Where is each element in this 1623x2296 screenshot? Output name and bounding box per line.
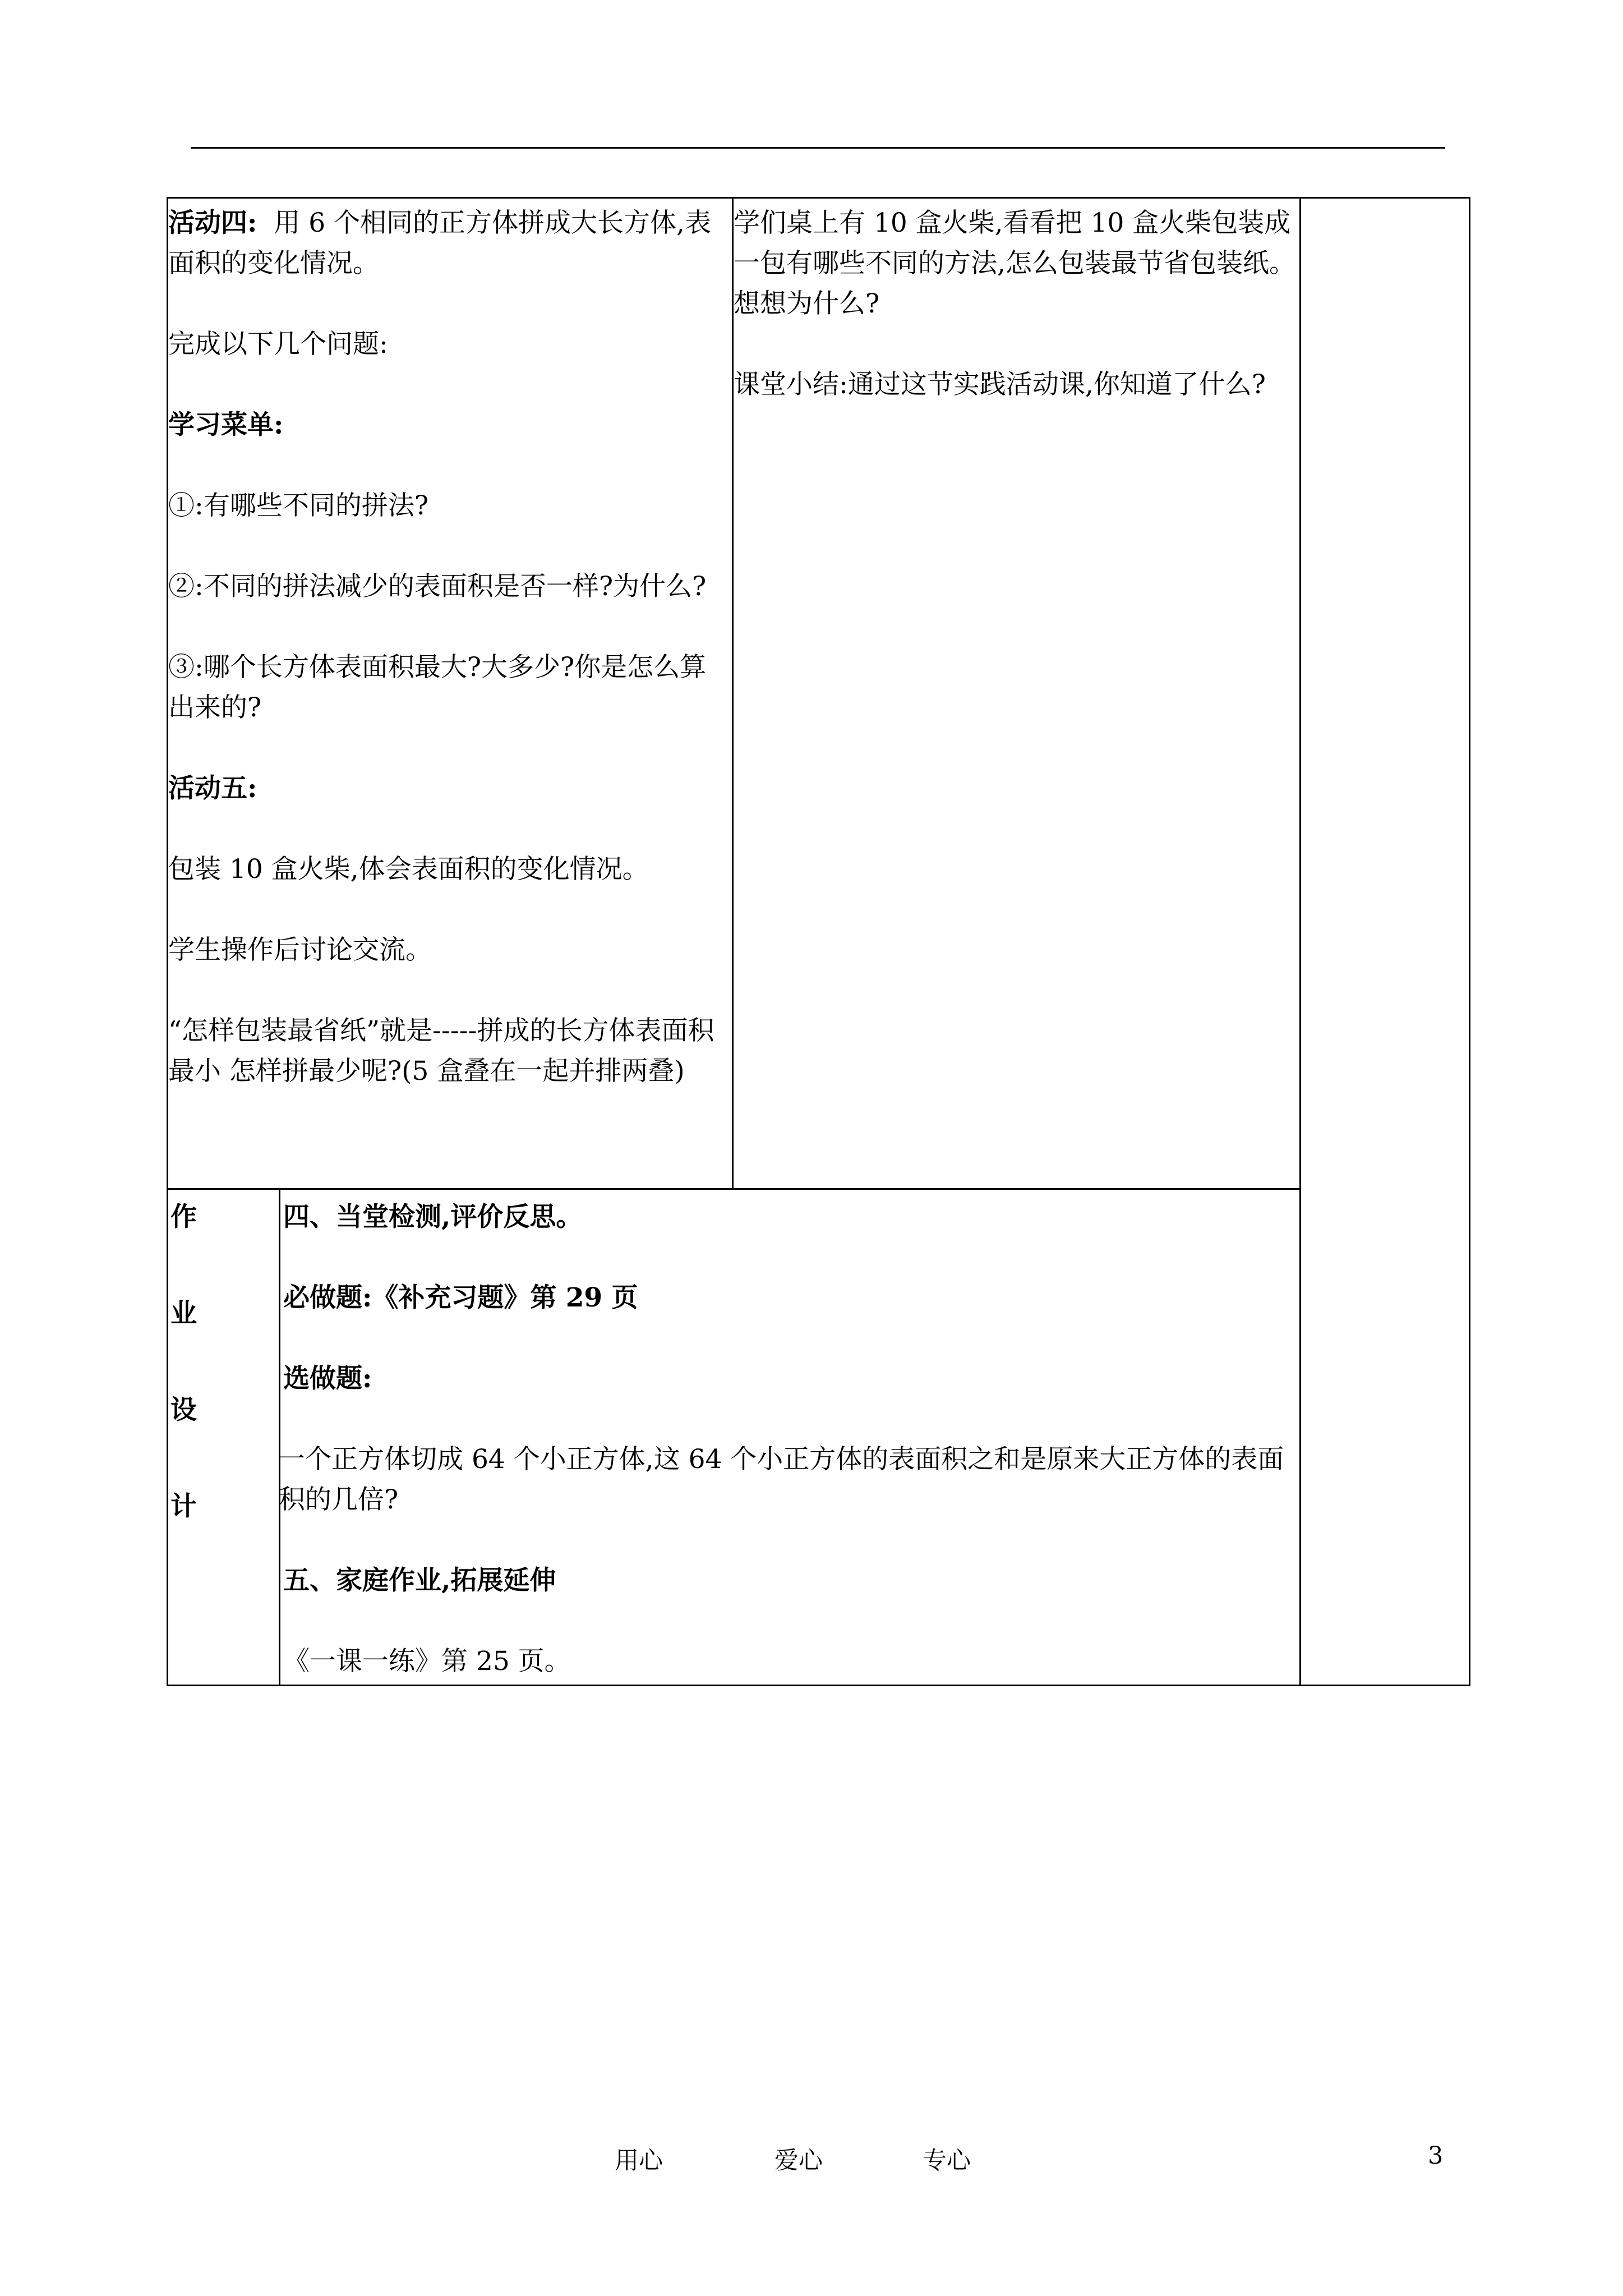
footer-word-1: 用心	[615, 2147, 663, 2175]
required-exercise: 必做题:《补充习题》第 29 页	[283, 1282, 638, 1313]
question-1: ①:有哪些不同的拼法?	[168, 490, 429, 521]
question-3: ③:哪个长方体表面积最大?大多少?你是怎么算出来的?	[168, 652, 707, 723]
optional-exercise-text: 一个正方体切成 64 个小正方体,这 64 个小正方体的表面积之和是原来大正方体的表面积的几倍?	[279, 1444, 1284, 1515]
footer-word-3: 专心	[923, 2147, 971, 2175]
col-divider-2	[1299, 199, 1301, 1686]
header-rule	[191, 147, 1445, 149]
homework-content-cell	[279, 1197, 1298, 1682]
packaging-note: “怎样包装最省纸”就是-----拼成的长方体表面积最小 怎样拼最少呢?(5 盒叠在一起并排两叠)	[168, 1015, 714, 1087]
activity-5-text: 包装 10 盒火柴,体会表面积的变化情况。	[168, 854, 649, 885]
student-discussion-text: 学生操作后讨论交流。	[168, 935, 432, 965]
row-divider	[168, 1188, 1301, 1190]
activity-5-label: 活动五:	[168, 773, 257, 804]
footer-word-2: 爱心	[774, 2147, 823, 2175]
activity-cell	[168, 203, 730, 1092]
matchbox-task-text: 学们桌上有 10 盒火柴,看看把 10 盒火柴包装成一包有哪些不同的方法,怎么包装最节省包装纸。想想为什么?	[734, 208, 1295, 319]
learning-menu-title: 学习菜单:	[168, 409, 284, 440]
homework-label-char-1: 作	[170, 1202, 197, 1232]
activity-4-text: 用 6 个相同的正方体拼成大长方体,表面积的变化情况。	[168, 208, 711, 279]
activity-4-label: 活动四:	[168, 208, 257, 238]
section-4-heading: 四、当堂检测,评价反思。	[283, 1202, 583, 1232]
homework-label-char-3: 设	[170, 1395, 197, 1425]
homework-label-char-4: 计	[170, 1491, 197, 1522]
page-number: 3	[1428, 2142, 1444, 2170]
practice-book-text: 《一课一练》第 25 页。	[283, 1646, 571, 1677]
student-task-cell	[734, 203, 1299, 405]
homework-label-divider	[279, 1188, 280, 1686]
question-2: ②:不同的拼法减少的表面积是否一样?为什么?	[168, 571, 707, 602]
section-5-heading: 五、家庭作业,拓展延伸	[283, 1565, 556, 1596]
homework-label-char-2: 业	[170, 1298, 197, 1329]
class-summary-text: 课堂小结:通过这节实践活动课,你知道了什么?	[734, 369, 1266, 400]
lesson-table	[167, 197, 1470, 1686]
optional-exercise-title: 选做题:	[283, 1363, 372, 1394]
complete-questions-text: 完成以下几个问题:	[168, 329, 388, 360]
homework-label-cell	[170, 1197, 277, 1527]
